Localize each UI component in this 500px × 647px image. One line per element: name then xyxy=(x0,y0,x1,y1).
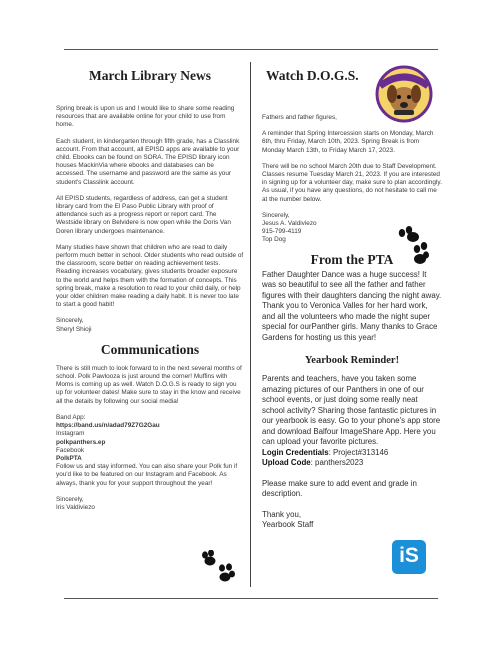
dogs-greeting: Fathers and father figures, xyxy=(262,114,337,121)
dogs-paragraph: A reminder that Spring Intercession starts on Monday, March 6th, thru Friday, March 10th, 2023. Spring Break is from Monday March 13th, to Friday March 17, 2023. xyxy=(262,130,434,154)
column-divider xyxy=(250,62,251,587)
login-credentials xyxy=(262,448,442,459)
upload-code-label: Upload Code xyxy=(262,458,311,468)
communications-body xyxy=(56,365,244,512)
pta-paragraph: Father Daughter Dance was a huge success! It was so beautiful to see all the father and father figures with their daughters dancing the night away. Thank you to Veronica Valles for her hard work, and all the volunteers who made the night super special for ourPanther girls. Many thanks to Grace Gardens for hosting us this year! xyxy=(262,269,442,342)
library-paragraph: Each student, in kindergarten through fifth grade, has a Classlink account. From that account, all EPISD apps are available to your child. Ebooks can be found on SORA. The EPISD library icon houses MackinVia where ebooks and databases can be accessed. The username and password are the same as your student's Classlink account. xyxy=(56,137,240,186)
paw-print-icon xyxy=(395,225,431,270)
dogs-name: Jesus A. Valdiviezo xyxy=(262,220,317,228)
dogs-closing: Sincerely, xyxy=(262,211,290,219)
upload-code-value: : panthers2023 xyxy=(310,458,364,468)
bottom-rule xyxy=(64,598,438,599)
upload-code xyxy=(262,458,442,469)
watch-dogs-title: Watch D.O.G.S. xyxy=(266,68,359,83)
communications-intro: There is still much to look forward to in the next several months of school. Polk Pawlooza is just around the corner! Muffins with Moms is coming up as well. Watch D.O.G.S is ready to sign you up for volunteer dates! Make sure to stay in the know and receive all the details by following our social media! xyxy=(56,364,242,405)
library-paragraph: Many studies have shown that children who are read to daily perform much better in school. Older students who read outside of the classroom, score better on reading achievement tests. Reading increases vocabulary, gives students broader exposure to the world and helps them with the formation of concepts. This spring break, make a resolution to read to your child daily, or help your older children make reading a daily habit. It is never too late to start a good habit! xyxy=(56,243,244,309)
library-paragraph: All EPISD students, regardless of address, can get a student library card from the El Paso Public Library with proof of attendance such as a progress report or report card. The Westside library on Belvidere is now open while the Doris Van Doren library undergoes maintenance. xyxy=(56,194,231,235)
library-signature: Sheryl Shioji xyxy=(56,325,92,333)
left-column xyxy=(56,64,244,512)
right-column xyxy=(262,114,442,531)
pta-body xyxy=(262,270,442,344)
band-link[interactable]: https://band.us/n/adad79Z7G2Gau xyxy=(56,422,160,430)
instagram-label: Instagram xyxy=(56,430,85,438)
yearbook-note: Please make sure to add event and grade in description. xyxy=(262,478,417,499)
library-title: March Library News xyxy=(89,68,211,83)
library-body xyxy=(56,105,244,334)
yearbook-paragraph: Parents and teachers, have you taken some amazing pictures of our Panthers in one of our school events, or just doing some really neat school activity? Sharing those fantastic pictures in our yearbook is easy. Go to your phone's app store and download Balfour ImageShare App. Here you can upload your favorite pictures. xyxy=(262,374,441,447)
dogs-role: Top Dog xyxy=(262,236,286,244)
library-closing: Sincerely, xyxy=(56,317,84,325)
library-paragraph: Spring break is upon us and I would like to share some reading resources that are available online for your child to use from home. xyxy=(56,105,235,129)
imageshare-app-icon: iS xyxy=(392,540,426,574)
login-credentials-value: : Project#313146 xyxy=(328,447,389,457)
yearbook-signature: Yearbook Staff xyxy=(262,520,314,530)
dogs-phone: 915-799-4119 xyxy=(262,228,302,236)
top-rule xyxy=(64,49,438,50)
login-credentials-label: Login Credentials xyxy=(262,447,329,457)
communications-signature: Iris Valdiviezo xyxy=(56,503,95,511)
pta-title: From the PTA xyxy=(310,251,394,267)
instagram-handle[interactable]: polkpanthers.ep xyxy=(56,438,106,446)
facebook-label: Facebook xyxy=(56,446,85,454)
communications-outro: Follow us and stay informed. You can also share your Polk fun if you'd like to be featured on our Instagram and Facebook. As always, thank you for your support throughout the year! xyxy=(56,463,238,487)
facebook-handle[interactable]: PolkPTA xyxy=(56,454,82,462)
yearbook-title: Yearbook Reminder! xyxy=(304,355,400,367)
communications-closing: Sincerely, xyxy=(56,495,84,503)
yearbook-body xyxy=(262,374,442,531)
band-label: Band App: xyxy=(56,413,86,421)
communications-title: Communications xyxy=(100,341,200,357)
yearbook-closing: Thank you, xyxy=(262,509,302,519)
paw-print-icon xyxy=(200,550,236,589)
dogs-paragraph: There will be no school March 20th due to Staff Development. Classes resume Tuesday March 21, 2023. If you are interested in signing up for a volunteer day, make sure to plan accordingly. As usual, if you have any questions, do not hesitate to call me at the number below. xyxy=(262,162,442,203)
